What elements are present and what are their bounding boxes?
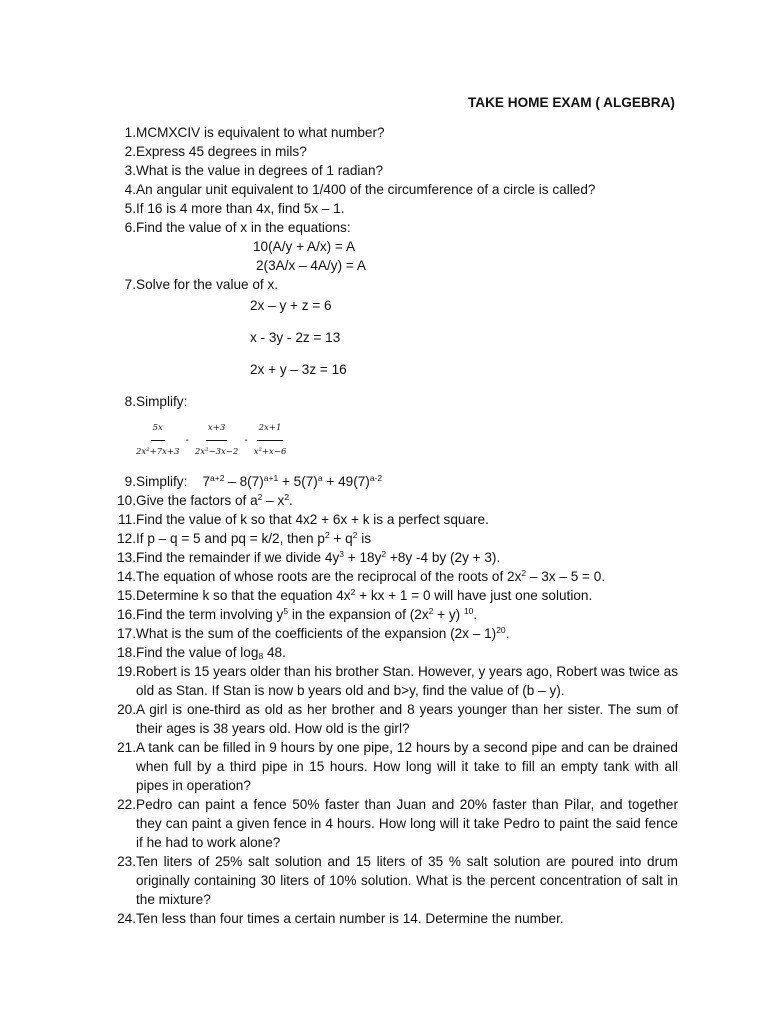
question-11 bbox=[112, 510, 678, 529]
question-12 bbox=[112, 529, 678, 548]
log-base: 8 bbox=[258, 651, 264, 661]
text-part: Find the value of log bbox=[136, 645, 259, 660]
exponent: a bbox=[317, 473, 323, 483]
question-8 bbox=[112, 392, 678, 411]
question-24 bbox=[112, 909, 678, 928]
question-number: 4. bbox=[124, 182, 136, 197]
question-number: 24. bbox=[117, 911, 136, 926]
question-1 bbox=[112, 123, 678, 142]
question-16 bbox=[112, 605, 678, 624]
question-text bbox=[136, 567, 678, 586]
question-text: Pedro can paint a fence 50% faster than Juan and 20% faster than Pilar, and together they can paint a given fence in 4 hours. How long will it take Pedro to paint the said fence if he had to work alone? bbox=[136, 797, 678, 850]
question-text: Find the value of x in the equations: bbox=[136, 220, 351, 235]
question-19 bbox=[112, 662, 678, 700]
equation-1: 2x – y + z = 6 bbox=[250, 298, 332, 313]
question-text: Ten less than four times a certain number is 14. Determine the number. bbox=[136, 911, 564, 926]
question-number: 8. bbox=[124, 394, 136, 409]
question-text: Find the value of k so that 4x2 + 6x + k is a perfect square. bbox=[136, 512, 489, 527]
question-text bbox=[136, 491, 678, 510]
exponent: 20 bbox=[496, 625, 506, 635]
question-number: 20. bbox=[117, 702, 136, 717]
exponent: 2 bbox=[521, 568, 527, 578]
minus-sign: - bbox=[185, 435, 189, 446]
exponent: 10 bbox=[463, 606, 474, 616]
question-text bbox=[136, 529, 678, 548]
question-text: An angular unit equivalent to 1/400 of the circumference of a circle is called? bbox=[136, 182, 596, 197]
text-part: . bbox=[473, 607, 478, 622]
question-18 bbox=[112, 643, 678, 662]
exponent: a+2 bbox=[210, 473, 225, 483]
question-10 bbox=[112, 491, 678, 510]
question-17 bbox=[112, 624, 678, 643]
question-text bbox=[136, 586, 678, 605]
exponent: 3 bbox=[339, 549, 344, 559]
text-part: – x bbox=[262, 493, 285, 508]
question-22 bbox=[112, 795, 678, 852]
question-text: Ten liters of 25% salt solution and 15 liters of 35 % salt solution are poured into drum originally containing 30 liters of 10% solution. What is the percent concentration of salt in the mixture? bbox=[136, 854, 678, 907]
question-text bbox=[136, 548, 678, 567]
question-number: 1. bbox=[124, 125, 136, 140]
text-part: 48. bbox=[263, 645, 286, 660]
equation-1: 10(A/y + A/x) = A bbox=[253, 239, 356, 254]
question-text bbox=[136, 605, 678, 624]
question-text: A tank can be filled in 9 hours by one pipe, 12 hours by a second pipe and can be drained when full by a third pipe in 15 hours. How long will it take to fill an empty tank with all pipes in operation? bbox=[136, 740, 678, 793]
denominator: 2x²−3x−2 bbox=[194, 447, 239, 457]
text-part: What is the sum of the coefficients of the expansion (2x – 1) bbox=[136, 626, 497, 641]
question-text: If 16 is 4 more than 4x, find 5x – 1. bbox=[136, 201, 345, 216]
question-6 bbox=[112, 218, 678, 275]
question-number: 11. bbox=[118, 512, 136, 527]
question-4 bbox=[112, 180, 678, 199]
numerator: 2x+1 bbox=[257, 419, 284, 441]
question-number: 15. bbox=[117, 588, 136, 603]
question-number: 6. bbox=[124, 220, 136, 235]
question-2 bbox=[112, 142, 678, 161]
denominator: x²+x−6 bbox=[253, 447, 287, 457]
text-part: – 3x – 5 = 0. bbox=[526, 569, 606, 584]
text-part: Simplify: 7 bbox=[136, 474, 211, 489]
question-text: Simplify: bbox=[136, 394, 188, 409]
text-part: + 18y bbox=[343, 550, 382, 565]
exponent: 2 bbox=[284, 492, 290, 502]
question-number: 16. bbox=[117, 607, 136, 622]
text-part: If p – q = 5 and pq = k/2, then p bbox=[136, 531, 325, 546]
exponent: 2 bbox=[428, 606, 434, 616]
text-part: The equation of whose roots are the reciprocal of the roots of 2x bbox=[136, 569, 522, 584]
equation-3: 2x + y – 3z = 16 bbox=[250, 362, 347, 377]
text-part: + y) bbox=[433, 607, 464, 622]
fraction-3 bbox=[252, 419, 289, 462]
exam-title: TAKE HOME EXAM ( ALGEBRA) bbox=[468, 95, 675, 110]
question-number: 2. bbox=[124, 144, 136, 159]
question-number: 5. bbox=[124, 201, 136, 216]
rational-expression bbox=[134, 419, 678, 462]
question-number: 23. bbox=[117, 854, 136, 869]
exponent: 2 bbox=[257, 492, 263, 502]
question-13 bbox=[112, 548, 678, 567]
question-number: 18. bbox=[117, 645, 136, 660]
equation-2: x - 3y - 2z = 13 bbox=[250, 330, 341, 345]
question-15 bbox=[112, 586, 678, 605]
question-number: 13. bbox=[117, 550, 136, 565]
exponent: a-2 bbox=[369, 473, 383, 483]
question-number: 22. bbox=[117, 797, 136, 812]
text-part: +8y -4 by (2y + 3). bbox=[386, 550, 501, 565]
question-number: 3. bbox=[124, 163, 136, 178]
exponent: 2 bbox=[324, 530, 330, 540]
text-part: Find the term involving y bbox=[136, 607, 284, 622]
question-3 bbox=[112, 161, 678, 180]
question-number: 17. bbox=[117, 626, 136, 641]
text-part: . bbox=[505, 626, 510, 641]
question-number: 21. bbox=[117, 740, 136, 755]
minus-sign: - bbox=[244, 435, 248, 446]
text-part: in the expansion of (2x bbox=[288, 607, 429, 622]
question-20 bbox=[112, 700, 678, 738]
question-23 bbox=[112, 852, 678, 909]
question-text: MCMXCIV is equivalent to what number? bbox=[136, 125, 385, 140]
text-part: Determine k so that the equation 4x bbox=[136, 588, 351, 603]
exponent: a+1 bbox=[263, 473, 279, 483]
question-text bbox=[136, 472, 678, 491]
question-number: 19. bbox=[117, 664, 136, 679]
question-number: 10. bbox=[117, 493, 136, 508]
text-part: + 5(7) bbox=[278, 474, 318, 489]
question-text bbox=[136, 643, 678, 662]
question-14 bbox=[112, 567, 678, 586]
question-text: A girl is one-third as old as her brother and 8 years younger than her sister. The sum of their ages is 38 years old. How old is the girl? bbox=[136, 702, 678, 736]
text-part: Give the factors of a bbox=[136, 493, 258, 508]
fraction-1 bbox=[134, 419, 181, 462]
fraction-2 bbox=[193, 419, 240, 462]
denominator: 2x²+7x+3 bbox=[136, 447, 180, 457]
text-part: + kx + 1 = 0 will have just one solution. bbox=[355, 588, 593, 603]
question-number: 7. bbox=[124, 277, 136, 292]
exponent: 2 bbox=[381, 549, 387, 559]
question-5 bbox=[112, 199, 678, 218]
question-text: Solve for the value of x. bbox=[136, 277, 279, 292]
text-part: . bbox=[289, 493, 293, 508]
question-21 bbox=[112, 738, 678, 795]
text-part: is bbox=[357, 531, 372, 546]
question-text: Express 45 degrees in mils? bbox=[136, 144, 307, 159]
question-number: 9. bbox=[124, 474, 136, 489]
exponent: 2 bbox=[350, 587, 356, 597]
text-part: – 8(7) bbox=[224, 474, 264, 489]
numerator: x+3 bbox=[206, 419, 227, 441]
exponent: 5 bbox=[283, 606, 289, 616]
exponent: 2 bbox=[352, 530, 358, 540]
text-part: Find the remainder if we divide 4y bbox=[136, 550, 340, 565]
numerator: 5x bbox=[151, 419, 165, 441]
equation-2: 2(3A/x – 4A/y) = A bbox=[256, 258, 366, 273]
question-list bbox=[112, 123, 678, 928]
question-9 bbox=[112, 472, 678, 491]
question-text bbox=[136, 624, 678, 643]
question-text: What is the value in degrees of 1 radian? bbox=[136, 163, 384, 178]
question-number: 14. bbox=[117, 569, 136, 584]
question-number: 12. bbox=[117, 531, 136, 546]
question-text: Robert is 15 years older than his brother Stan. However, y years ago, Robert was twice as old as Stan. If Stan is now b years old and b>y, find the value of (b – y). bbox=[136, 664, 678, 698]
text-part: + 49(7) bbox=[322, 474, 370, 489]
question-7 bbox=[112, 275, 678, 379]
text-part: + q bbox=[329, 531, 353, 546]
